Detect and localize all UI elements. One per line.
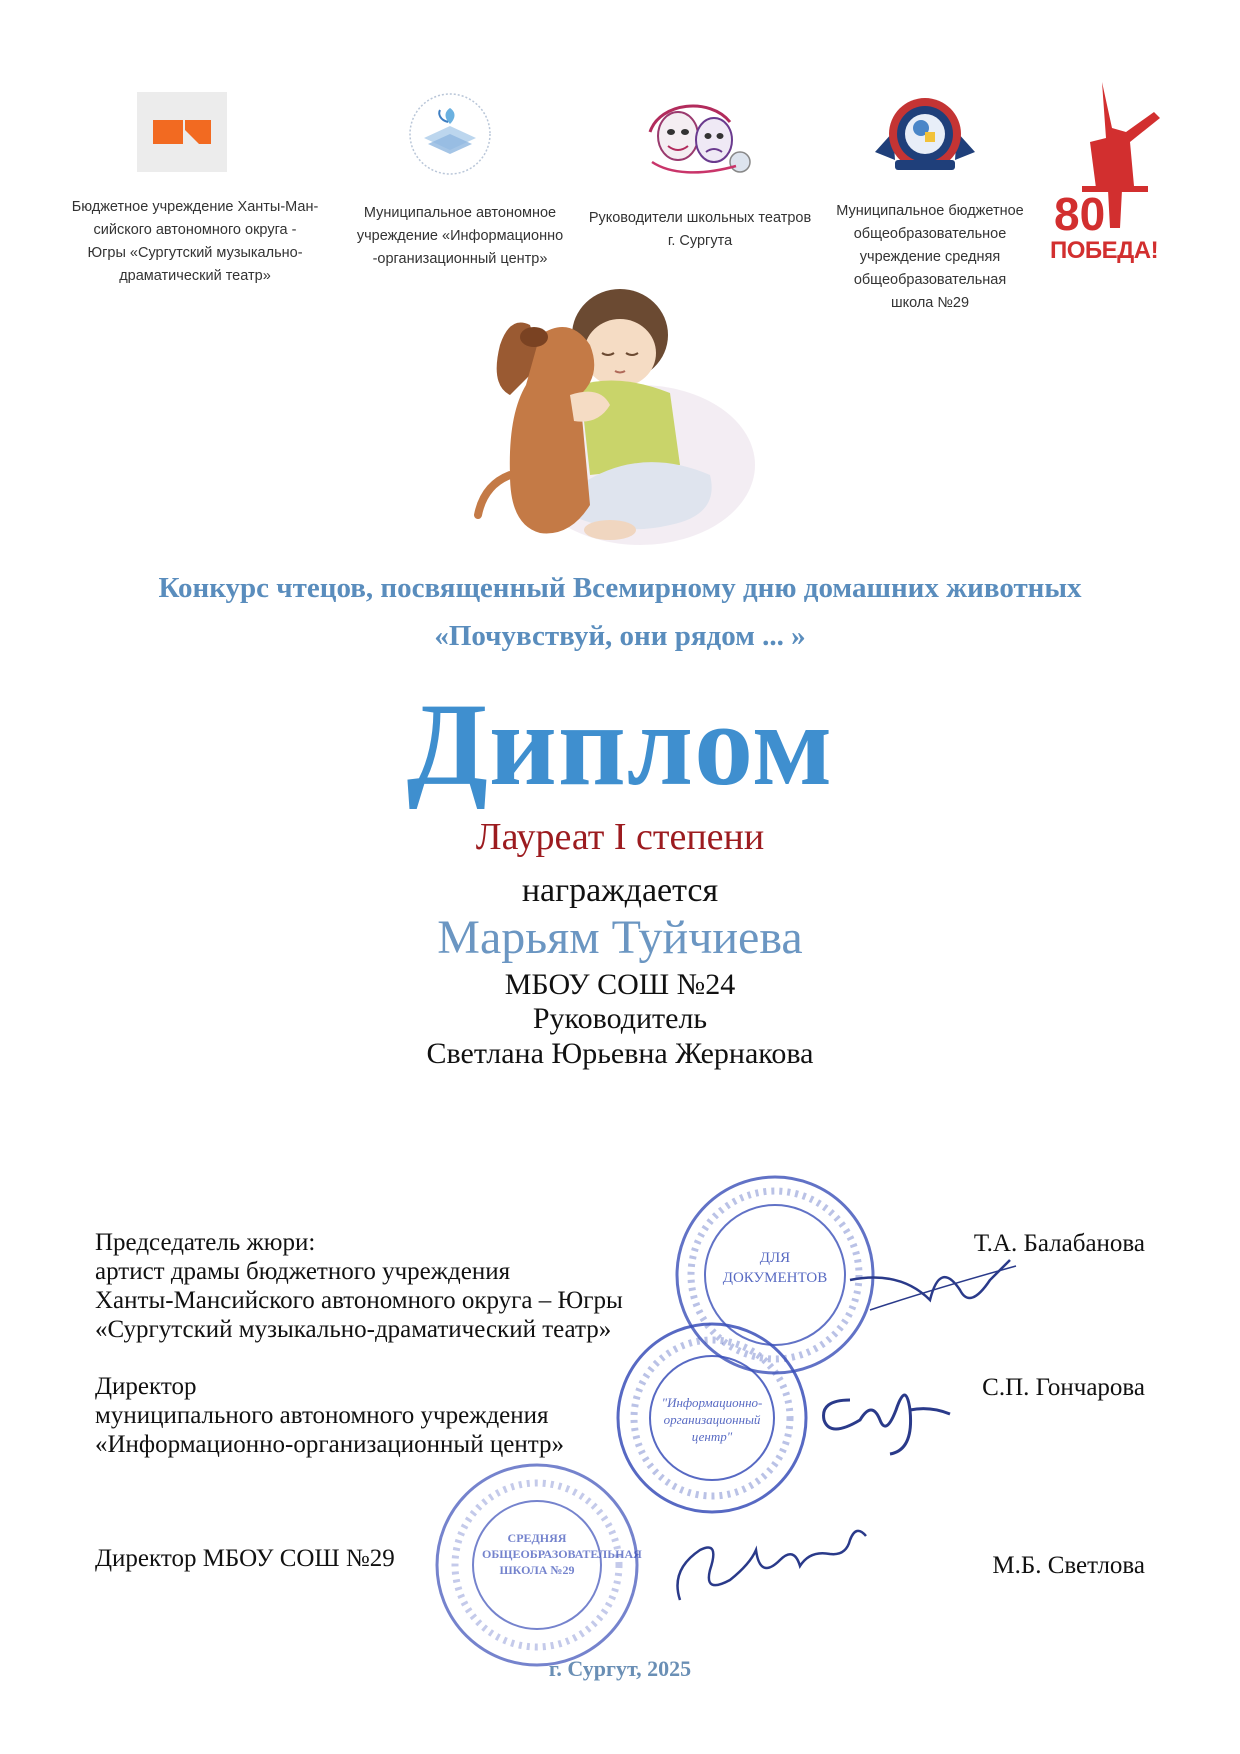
stamp-school-29-text: СРЕДНЯЯ ОБЩЕОБРАЗОВАТЕЛЬНАЯ ШКОЛА №29 [482,1531,642,1577]
org-caption-info-center: Муниципальное автономное учреждение «Информационно -организационный центр» [356,205,564,267]
diploma-title: Диплом [406,679,834,810]
leader-label: Руководитель [532,1002,708,1035]
stamp-theatre-text: ДЛЯ ДОКУМЕНТОВ [722,1250,828,1286]
signature-director-info [810,1370,970,1460]
partner-logos [0,0,1240,320]
info-center-logo [408,92,492,176]
chair-title: Председатель жюри: артист драмы бюджетного учреждения Ханты-Мансийского автономного округа – Югры «Сургутский музыкально-драматический театр» [95,1229,623,1343]
leader-name: Светлана Юрьевна Жернакова [426,1037,814,1070]
victory-word: ПОБЕДА! [1050,237,1159,264]
org-caption-theatre: Бюджетное учреждение Ханты-Ман- сийского автономного округа - Югры «Сургутский музыкально- драматический театр» [71,199,319,284]
theatre-logo [137,92,227,172]
stamp-info-center-text: "Информационно-организационный центр" [661,1395,763,1444]
boy-hugging-dog-illustration [470,275,770,565]
stamp-school-29 [432,1460,642,1670]
contest-title-line2: «Почувствуй, они рядом ... » [434,620,806,652]
laureate-degree: Лауреат I степени [475,816,765,858]
chair-name: Т.А. Балабанова [973,1230,1145,1257]
awarded-label: награждается [521,872,719,909]
signature-director-school [660,1510,890,1610]
victory-number: 80 [1054,188,1106,240]
winner-school: МБОУ СОШ №24 [504,968,736,1001]
info-director-title: Директор муниципального автономного учреждения «Информационно-организационный центр» [95,1373,564,1458]
winner-name: Марьям Туйчиева [437,911,803,964]
info-director-name: С.П. Гончарова [982,1374,1145,1401]
school-director-title: Директор МБОУ СОШ №29 [95,1545,395,1572]
victory-80-logo [1050,78,1180,278]
stamp-info-center [612,1318,812,1518]
org-caption-school-29: Муниципальное бюджетное общеобразовательное учреждение средняя общеобразовательная школа №29 [836,203,1024,311]
theatre-masks-logo [640,92,760,182]
org-caption-school-theatres: Руководители школьных театров г. Сургута [588,210,812,249]
school-director-name: М.Б. Светлова [992,1552,1145,1579]
school-29-emblem [865,92,985,182]
footer-city-year: г. Сургут, 2025 [548,1656,692,1681]
contest-title-line1: Конкурс чтецов, посвященный Всемирному дню домашних животных [158,572,1082,604]
